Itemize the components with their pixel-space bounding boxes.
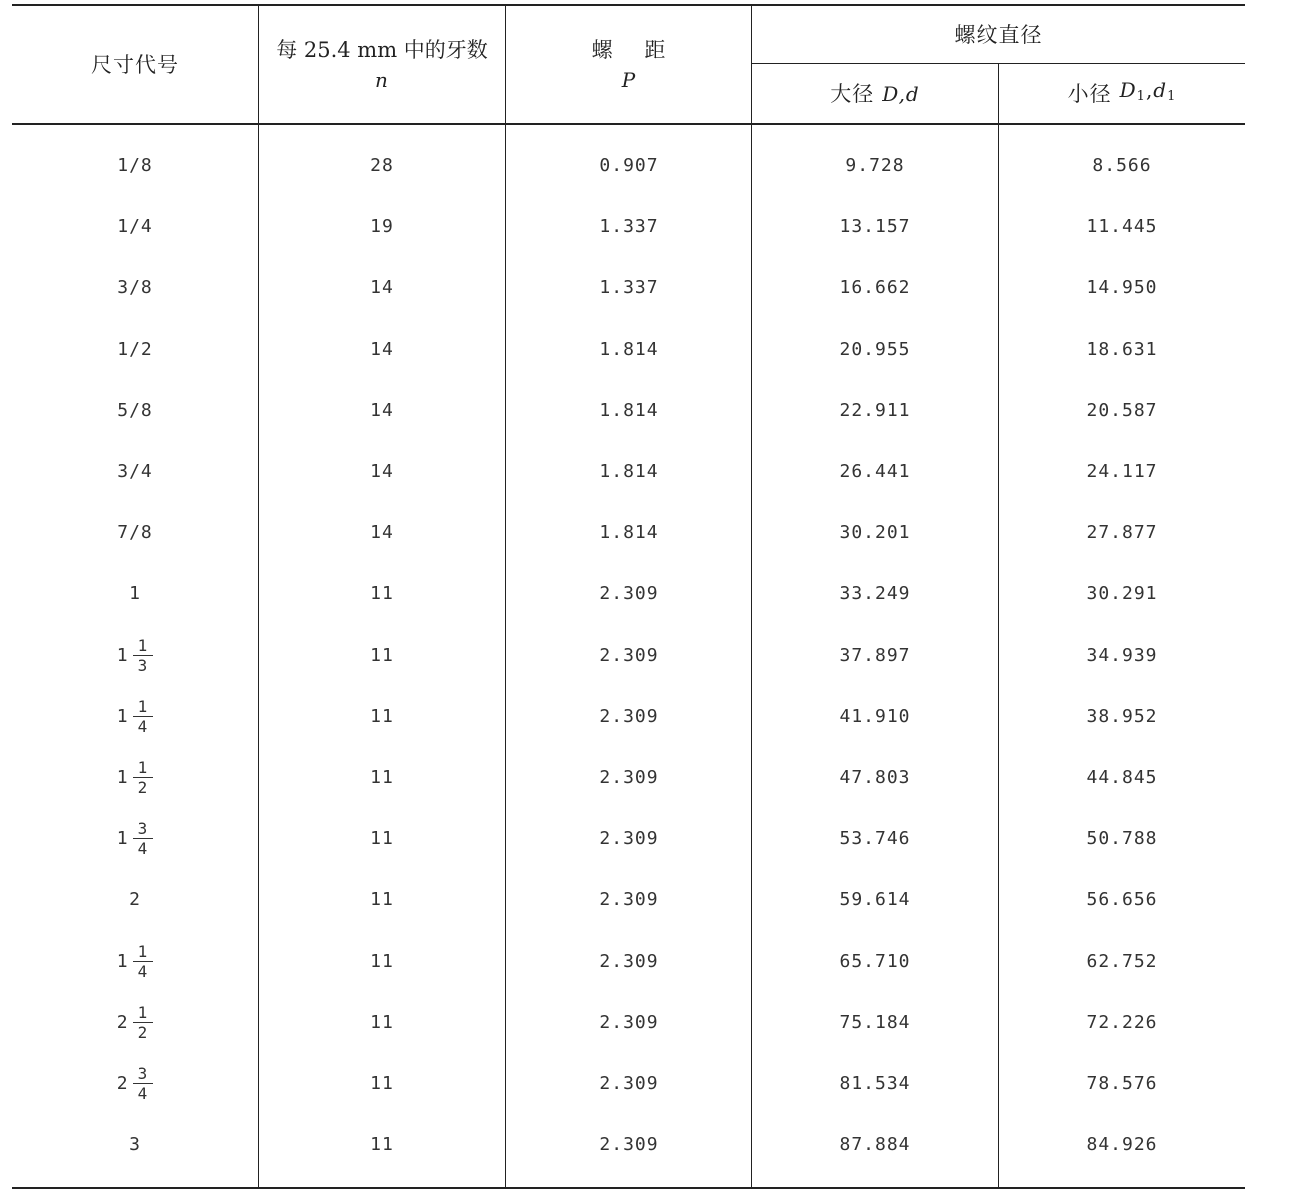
- size-code-text: 3/4: [117, 461, 153, 482]
- fraction-numerator: 1: [133, 943, 154, 962]
- size-code-mixed-fraction: [117, 1004, 153, 1041]
- cell-threads-per-inch: 14: [370, 522, 394, 544]
- cell-pitch: 2.309: [599, 1011, 659, 1033]
- header-bottom-rule: [12, 123, 1245, 125]
- size-code-whole: 1: [116, 705, 129, 727]
- size-code-whole: 1: [116, 644, 129, 666]
- cell-threads-per-inch: 14: [370, 461, 394, 482]
- table-row: [12, 625, 1245, 686]
- header-threads-per-inch: [259, 6, 505, 123]
- header-minor-symbols: [1120, 75, 1177, 112]
- cell-pitch: 2.309: [599, 828, 659, 850]
- cell-major-diameter: 59.614: [839, 889, 911, 911]
- cell-major-diameter: 53.746: [839, 828, 911, 850]
- cell-major-diameter: 33.249: [839, 583, 911, 605]
- cell-size-code: [12, 135, 258, 196]
- header-pitch-label: 螺 距: [591, 37, 667, 62]
- cell-size-code: [12, 686, 258, 747]
- cell-minor-diameter: 24.117: [1086, 461, 1158, 482]
- cell-pitch: 2.309: [599, 644, 659, 666]
- table-row: [12, 319, 1245, 380]
- size-code-mixed-fraction: [117, 943, 153, 980]
- table-row: [12, 502, 1245, 563]
- cell-size-code: [12, 1053, 258, 1114]
- cell-pitch: 2.309: [599, 950, 659, 972]
- cell-major-diameter: 87.884: [839, 1134, 911, 1156]
- cell-threads-per-inch: 14: [370, 277, 394, 299]
- header-major-symbols: D,d: [882, 81, 920, 106]
- header-major-diameter: [752, 64, 998, 123]
- cell-minor-diameter: 44.845: [1086, 767, 1158, 788]
- cell-size-code: [12, 196, 258, 257]
- header-major-label: 大径: [830, 81, 875, 106]
- cell-major-diameter: 30.201: [839, 522, 911, 544]
- fraction-numerator: 1: [133, 759, 154, 778]
- cell-minor-diameter: 30.291: [1086, 583, 1158, 605]
- table-row: [12, 808, 1245, 869]
- cell-pitch: 0.907: [599, 155, 659, 176]
- header-pitch-symbol: P: [621, 67, 637, 92]
- cell-threads-per-inch: 11: [370, 767, 394, 788]
- table-row: [12, 869, 1245, 930]
- cell-threads-per-inch: 19: [370, 216, 394, 238]
- header-minor-sub: 1: [1136, 89, 1146, 104]
- size-code-fraction: [133, 759, 154, 796]
- cell-size-code: [12, 319, 258, 380]
- cell-threads-per-inch: 11: [370, 828, 394, 850]
- cell-size-code: [12, 380, 258, 441]
- cell-pitch: 1.814: [599, 338, 659, 360]
- cell-major-diameter: 13.157: [839, 216, 911, 238]
- fraction-denominator: 2: [137, 778, 149, 797]
- fraction-numerator: 1: [133, 1004, 154, 1023]
- table-row: [12, 563, 1245, 624]
- size-code-whole: 2: [116, 1073, 129, 1094]
- table-row: [12, 931, 1245, 992]
- header-minor-label: 小径: [1067, 81, 1112, 106]
- cell-minor-diameter: 56.656: [1086, 889, 1158, 911]
- cell-pitch: 1.337: [599, 277, 659, 299]
- cell-minor-diameter: 78.576: [1086, 1073, 1158, 1094]
- cell-pitch: 1.814: [599, 461, 659, 482]
- header-threads-label: 每 25.4 mm 中的牙数: [276, 37, 488, 62]
- cell-size-code: [12, 257, 258, 318]
- cell-major-diameter: 26.441: [839, 461, 911, 482]
- cell-minor-diameter: 14.950: [1086, 277, 1158, 299]
- cell-major-diameter: 37.897: [839, 644, 911, 666]
- cell-size-code: [12, 869, 258, 930]
- header-size-code: [12, 6, 258, 123]
- header-diameter-group: [752, 6, 1245, 63]
- size-code-text: 3: [129, 1134, 141, 1156]
- size-code-whole: 1: [116, 950, 129, 972]
- table-row: [12, 441, 1245, 502]
- header-minor-d: d: [1153, 78, 1168, 102]
- header-minor-D: D: [1119, 78, 1137, 102]
- size-code-mixed-fraction: [117, 820, 153, 857]
- cell-major-diameter: 20.955: [839, 338, 911, 360]
- cell-minor-diameter: 38.952: [1086, 705, 1158, 727]
- header-threads-symbol: n: [375, 67, 389, 92]
- cell-pitch: 2.309: [599, 1073, 659, 1094]
- cell-pitch: 2.309: [599, 1134, 659, 1156]
- table-row: [12, 747, 1245, 808]
- size-code-text: 1: [129, 583, 141, 605]
- size-code-whole: 2: [116, 1011, 129, 1033]
- fraction-denominator: 2: [137, 1022, 149, 1042]
- table-row: [12, 196, 1245, 257]
- cell-minor-diameter: 62.752: [1086, 950, 1158, 972]
- cell-minor-diameter: 27.877: [1086, 522, 1158, 544]
- header-pitch: [506, 6, 752, 123]
- size-code-whole: 1: [116, 767, 129, 788]
- cell-threads-per-inch: 11: [370, 644, 394, 666]
- cell-threads-per-inch: 11: [370, 889, 394, 911]
- cell-major-diameter: 41.910: [839, 705, 911, 727]
- cell-pitch: 1.337: [599, 216, 659, 238]
- header-size-code-label: 尺寸代号: [91, 52, 179, 77]
- cell-threads-per-inch: 11: [370, 1134, 394, 1156]
- cell-minor-diameter: 18.631: [1086, 338, 1158, 360]
- cell-minor-diameter: 11.445: [1086, 216, 1158, 238]
- cell-size-code: [12, 992, 258, 1053]
- table-row: [12, 686, 1245, 747]
- size-code-text: 3/8: [117, 277, 153, 299]
- size-code-fraction: [133, 1004, 154, 1041]
- cell-minor-diameter: 34.939: [1086, 644, 1158, 666]
- size-code-fraction: [133, 820, 154, 857]
- thread-spec-table: [12, 4, 1245, 1189]
- cell-size-code: [12, 931, 258, 992]
- cell-major-diameter: 47.803: [839, 767, 911, 788]
- cell-major-diameter: 81.534: [839, 1073, 911, 1094]
- cell-major-diameter: 75.184: [839, 1011, 911, 1033]
- size-code-text: 7/8: [117, 522, 153, 544]
- cell-size-code: [12, 441, 258, 502]
- size-code-fraction: [133, 698, 154, 735]
- cell-size-code: [12, 808, 258, 869]
- size-code-text: 1/2: [117, 338, 153, 360]
- size-code-text: 1/4: [117, 216, 153, 238]
- fraction-numerator: 3: [133, 1065, 154, 1084]
- cell-major-diameter: 9.728: [845, 155, 905, 176]
- fraction-denominator: 4: [137, 716, 149, 736]
- size-code-mixed-fraction: [117, 698, 153, 735]
- cell-threads-per-inch: 14: [370, 399, 394, 421]
- cell-pitch: 2.309: [599, 767, 659, 788]
- cell-minor-diameter: 8.566: [1092, 155, 1152, 176]
- fraction-denominator: 3: [137, 655, 149, 675]
- table-row: [12, 1053, 1245, 1114]
- cell-threads-per-inch: 11: [370, 583, 394, 605]
- cell-threads-per-inch: 11: [370, 1073, 394, 1094]
- fraction-numerator: 1: [133, 698, 154, 717]
- header-minor-diameter: [999, 64, 1245, 123]
- cell-size-code: [12, 1114, 258, 1175]
- cell-minor-diameter: 20.587: [1086, 399, 1158, 421]
- fraction-numerator: 3: [133, 820, 154, 839]
- size-code-fraction: [133, 943, 154, 980]
- fraction-denominator: 4: [137, 1084, 149, 1103]
- cell-major-diameter: 16.662: [839, 277, 911, 299]
- cell-threads-per-inch: 11: [370, 705, 394, 727]
- table-row: [12, 257, 1245, 318]
- table-row: [12, 992, 1245, 1053]
- size-code-whole: 1: [116, 828, 129, 850]
- cell-minor-diameter: 50.788: [1086, 828, 1158, 850]
- fraction-numerator: 1: [133, 637, 154, 656]
- cell-pitch: 2.309: [599, 583, 659, 605]
- size-code-text: 5/8: [117, 399, 153, 421]
- header-diameter-label: 螺纹直径: [954, 22, 1043, 47]
- size-code-mixed-fraction: [117, 1065, 153, 1102]
- header-minor-sub: 1: [1167, 89, 1177, 104]
- cell-threads-per-inch: 11: [370, 1011, 394, 1033]
- cell-major-diameter: 22.911: [839, 399, 911, 421]
- size-code-text: 2: [129, 889, 141, 911]
- size-code-fraction: [133, 637, 154, 674]
- cell-major-diameter: 65.710: [839, 950, 911, 972]
- cell-threads-per-inch: 28: [370, 155, 394, 176]
- fraction-denominator: 4: [137, 839, 149, 859]
- cell-threads-per-inch: 14: [370, 338, 394, 360]
- cell-size-code: [12, 502, 258, 563]
- header-minor-separator: ,: [1145, 78, 1154, 102]
- cell-size-code: [12, 625, 258, 686]
- cell-size-code: [12, 563, 258, 624]
- cell-pitch: 1.814: [599, 522, 659, 544]
- fraction-denominator: 4: [137, 961, 149, 981]
- table-row: [12, 1114, 1245, 1175]
- size-code-text: 1/8: [117, 155, 153, 176]
- size-code-mixed-fraction: [117, 759, 153, 796]
- table-bottom-rule: [12, 1187, 1245, 1189]
- cell-pitch: 1.814: [599, 399, 659, 421]
- cell-size-code: [12, 747, 258, 808]
- cell-minor-diameter: 84.926: [1086, 1134, 1158, 1156]
- cell-threads-per-inch: 11: [370, 950, 394, 972]
- size-code-fraction: [133, 1065, 154, 1102]
- cell-pitch: 2.309: [599, 889, 659, 911]
- cell-minor-diameter: 72.226: [1086, 1011, 1158, 1033]
- cell-pitch: 2.309: [599, 705, 659, 727]
- size-code-mixed-fraction: [117, 637, 153, 674]
- table-row: [12, 135, 1245, 196]
- table-row: [12, 380, 1245, 441]
